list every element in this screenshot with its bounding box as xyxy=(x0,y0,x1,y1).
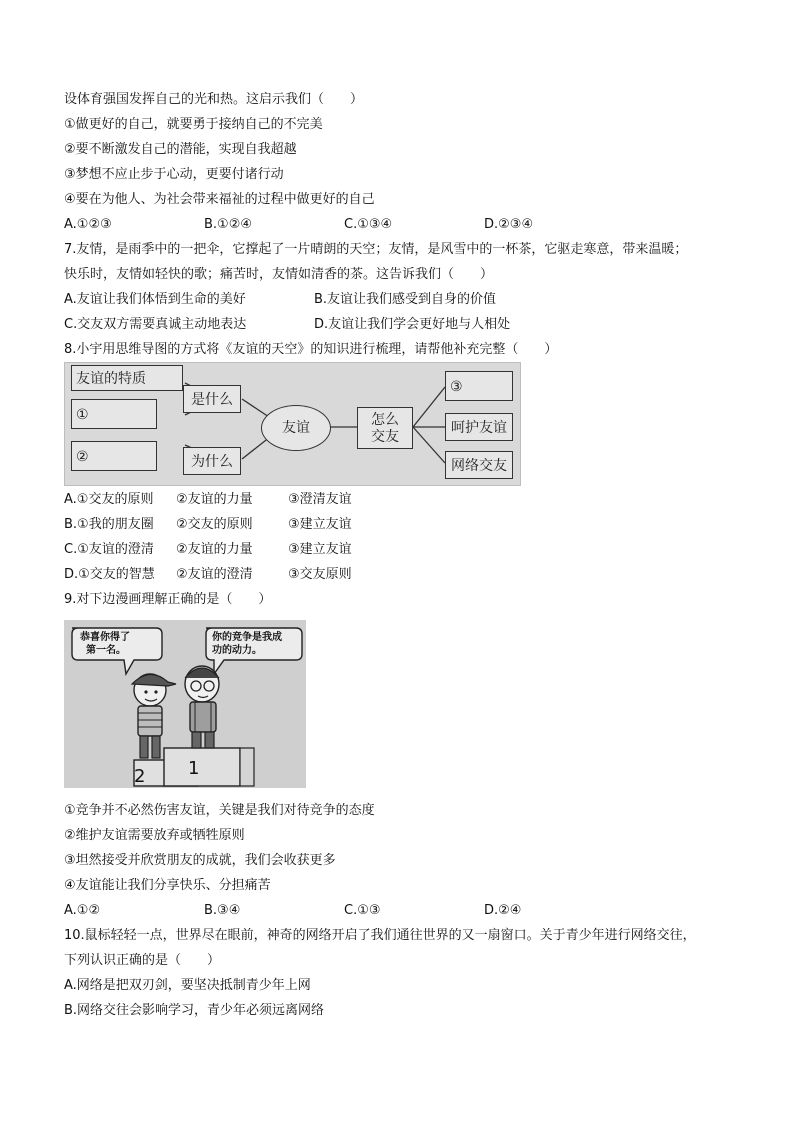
mm-node-online: 网络交友 xyxy=(445,451,513,479)
q7-stem-line1: 7.友情，是雨季中的一把伞，它撑起了一片晴朗的天空；友情，是风雪中的一杯茶，它驱走寒意，带来温暖； xyxy=(64,242,688,257)
mind-map-diagram xyxy=(64,362,521,486)
q6-option-b[interactable]: B.①②④ xyxy=(204,217,253,232)
q9-option-a[interactable]: A.①② xyxy=(64,903,101,918)
q7-option-a[interactable]: A.友谊让我们体悟到生命的美好 xyxy=(64,292,246,307)
q6-option-d[interactable]: D.②③④ xyxy=(484,217,534,232)
q9-option-d[interactable]: D.②④ xyxy=(484,903,522,918)
q6-stem: 设体育强国发挥自己的光和热。这启示我们（ ） xyxy=(64,92,364,107)
mm-node-protect: 呵护友谊 xyxy=(445,413,513,441)
q10-stem-line2: 下列认识正确的是（ ） xyxy=(64,953,221,968)
mm-node-why: 为什么 xyxy=(183,447,241,475)
q9-option-c[interactable]: C.①③ xyxy=(344,903,381,918)
q9-statement-4: ④友谊能让我们分享快乐、分担痛苦 xyxy=(64,878,271,893)
q8-option-a-part1: A.①交友的原则 xyxy=(64,492,154,507)
mm-node-slot2[interactable]: ② xyxy=(71,441,157,471)
mm-node-how-line2: 交友 xyxy=(371,429,399,445)
q7-option-c[interactable]: C.交友双方需要真诚主动地表达 xyxy=(64,317,247,332)
q10-option-b[interactable]: B.网络交往会影响学习，青少年必须远离网络 xyxy=(64,1003,325,1018)
q6-option-a[interactable]: A.①②③ xyxy=(64,217,112,232)
bubble-left-line2: 第一名。 xyxy=(86,645,126,656)
q8-option-d-part1: D.①交友的智慧 xyxy=(64,567,155,582)
q7-option-b[interactable]: B.友谊让我们感受到自身的价值 xyxy=(314,292,497,307)
bubble-left-line1: 恭喜你得了 xyxy=(80,632,130,643)
q8-option-b-part3: ③建立友谊 xyxy=(288,517,352,532)
q6-statement-4: ④要在为他人、为社会带来福祉的过程中做更好的自己 xyxy=(64,192,375,207)
q8-option-d-part2: ②友谊的澄清 xyxy=(176,567,253,582)
q8-option-d-part3: ③交友原则 xyxy=(288,567,352,582)
q7-stem-line2: 快乐时，友情如轻快的歌；痛苦时，友情如清香的茶。这告诉我们（ ） xyxy=(64,267,494,282)
bubble-right-line1: 你的竞争是我成 xyxy=(212,632,282,643)
q9-stem: 9.对下边漫画理解正确的是（ ） xyxy=(64,592,272,607)
q9-statement-2: ②维护友谊需要放弃或牺牲原则 xyxy=(64,828,245,843)
q8-option-a-part2: ②友谊的力量 xyxy=(176,492,253,507)
mm-node-how-line1: 怎么 xyxy=(371,412,399,428)
q10-stem-line1: 10.鼠标轻轻一点，世界尽在眼前，神奇的网络开启了我们通往世界的又一扇窗口。关于青少年进行网络交往， xyxy=(64,928,696,943)
q8-option-b-part2: ②交友的原则 xyxy=(176,517,253,532)
mm-node-slot1[interactable]: ① xyxy=(71,399,157,429)
q8-option-a-part3: ③澄清友谊 xyxy=(288,492,352,507)
podium-label-2: 2 xyxy=(134,766,146,787)
mm-node-traits: 友谊的特质 xyxy=(71,365,183,391)
mm-node-slot3[interactable]: ③ xyxy=(445,371,513,401)
q6-statement-2: ②要不断激发自己的潜能，实现自我超越 xyxy=(64,142,297,157)
q8-option-c-part3: ③建立友谊 xyxy=(288,542,352,557)
q10-option-a[interactable]: A.网络是把双刃剑，要坚决抵制青少年上网 xyxy=(64,978,311,993)
q9-option-b[interactable]: B.③④ xyxy=(204,903,241,918)
cartoon-image xyxy=(64,620,306,788)
mm-node-what: 是什么 xyxy=(183,385,241,413)
q6-statement-1: ①做更好的自己，就要勇于接纳自己的不完美 xyxy=(64,117,323,132)
q8-stem: 8.小宇用思维导图的方式将《友谊的天空》的知识进行梳理，请帮他补充完整（ ） xyxy=(64,342,558,357)
bubble-right-line2: 功的动力。 xyxy=(212,645,262,656)
q8-option-b-part1: B.①我的朋友圈 xyxy=(64,517,154,532)
q6-statement-3: ③梦想不应止步于心动，更要付诸行动 xyxy=(64,167,284,182)
q7-option-d[interactable]: D.友谊让我们学会更好地与人相处 xyxy=(314,317,511,332)
q8-option-c-part1: C.①友谊的澄清 xyxy=(64,542,154,557)
q9-statement-3: ③坦然接受并欣赏朋友的成就，我们会收获更多 xyxy=(64,853,336,868)
q8-option-c-part2: ②友谊的力量 xyxy=(176,542,253,557)
podium-label-1: 1 xyxy=(188,758,200,779)
mm-node-how xyxy=(357,407,413,449)
q9-statement-1: ①竞争并不必然伤害友谊，关键是我们对待竞争的态度 xyxy=(64,803,375,818)
mm-node-center: 友谊 xyxy=(261,405,331,451)
q6-option-c[interactable]: C.①③④ xyxy=(344,217,393,232)
